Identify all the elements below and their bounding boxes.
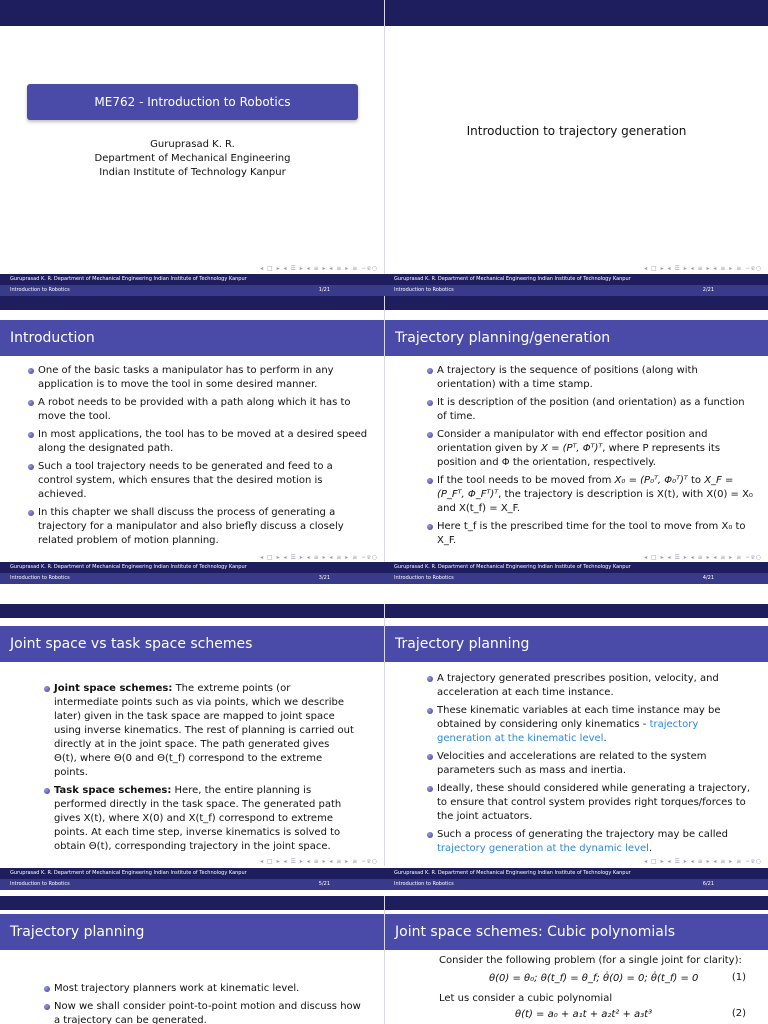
list-item [437,428,755,470]
bullet-list [437,364,755,552]
footer-author: Guruprasad K. R. Department of Mechanical Engineering Indian Institute of Technology Kanpur [384,562,768,573]
navigation-symbols[interactable]: ◂ □ ▸ ◂ ☰ ▸ ◂ ≡ ▸ ◂ ≡ ▸ ≡ ∽ɐ○ [260,858,378,865]
slide-footer [0,274,384,296]
text-segment: The extreme points (or intermediate points such as via points, which we describe later) given in the task space are mapped to joint space using inverse kinematics. The rest of planning is carried out directly at in the joint space. The path generated gives Θ(t), where Θ(0 and Θ(t_f) correspond to the extreme points. [54,683,354,778]
list-item: Velocities and accelerations are related to the system parameters such as mass and inertia. [437,750,755,778]
author-department: Department of Mechanical Engineering [94,153,291,164]
frame-title: Introduction [0,320,384,356]
text-segment: If the tool needs to be moved from [437,475,612,486]
slide-header-bar [0,0,384,26]
intro-text: Consider the following problem (for a single joint for clarity): [439,955,742,966]
bullet-list [54,982,364,1024]
equation-number: (1) [731,972,746,983]
page-number: 3/21 [318,575,330,581]
list-item: In this chapter we shall discuss the process of generating a trajectory for a manipulator and also briefly discuss a closely related problem of motion planning. [38,506,370,548]
frame-title: Joint space vs task space schemes [0,626,384,662]
footer-course-bar [384,879,768,890]
list-item [54,682,354,780]
text-segment: Here, the entire planning is performed directly in the task space. The generated path gives X(t), where X(0) and X(t_f) correspond to extreme points. At each time step, inverse kinematics is solved to obtain Θ(t), corresponding trajectory in the joint space. [54,785,342,852]
frame-title: Joint space schemes: Cubic polynomials [385,914,768,950]
slide-footer [0,868,384,890]
page-number: 4/21 [702,575,714,581]
footer-author: Guruprasad K. R. Department of Mechanical Engineering Indian Institute of Technology Kanpur [0,274,384,285]
footer-course: Introduction to Robotics [394,575,454,581]
footer-course-bar [0,573,384,584]
text-segment: . [648,843,653,854]
slide-4 [384,296,768,562]
list-item: It is description of the position (and orientation) as a function of time. [437,396,755,424]
list-item: One of the basic tasks a manipulator has to perform in any application is to move the tool in some desired manner. [38,364,370,392]
frame-title: Trajectory planning [0,914,384,950]
slide-header-bar [0,296,384,310]
footer-author: Guruprasad K. R. Department of Mechanical Engineering Indian Institute of Technology Kanpur [0,562,384,573]
list-item: Most trajectory planners work at kinematic level. [54,982,364,996]
footer-course: Introduction to Robotics [394,881,454,887]
footer-author: Guruprasad K. R. Department of Mechanical Engineering Indian Institute of Technology Kanpur [384,274,768,285]
slide-footer [384,562,768,584]
author-institute: Indian Institute of Technology Kanpur [99,167,286,178]
slide-3 [0,296,384,562]
slide-footer [0,562,384,584]
slide-header-bar [0,604,384,618]
slide-8 [384,896,768,1024]
equation-number: (2) [731,1008,746,1019]
navigation-symbols[interactable]: ◂ □ ▸ ◂ ☰ ▸ ◂ ≡ ▸ ◂ ≡ ▸ ≡ ∽ɐ○ [260,265,378,272]
footer-course-bar [0,879,384,890]
term-label: Joint space schemes: [54,683,173,694]
slide-7 [0,896,384,1024]
slide-header-bar [0,896,384,910]
highlight-link[interactable]: trajectory generation at the kinematic level [437,719,699,744]
text-segment: , the trajectory is description is X(t), with X(0) = X₀ and X(t_f) = X_F. [437,489,753,514]
footer-author: Guruprasad K. R. Department of Mechanical Engineering Indian Institute of Technology Kanpur [0,868,384,879]
slide-header-bar [385,604,768,618]
bullet-list [437,672,755,860]
slide-6 [384,604,768,866]
equation-1: θ(0) = θ₀; θ(t_f) = θ_f; θ̇(0) = 0; θ̇(t_f) = 0 [489,973,699,984]
list-item: Here t_f is the prescribed time for the tool to move from X₀ to X_F. [437,520,755,548]
text-segment: These kinematic variables at each time instance may be obtained by considering only kinematics - [437,705,721,730]
page-number: 2/21 [702,287,714,293]
slide-2 [384,0,768,282]
list-item: A trajectory is the sequence of positions (along with orientation) with a time stamp. [437,364,755,392]
bullet-list [38,364,370,552]
math-expression: X₀ = (P₀ᵀ, Φ₀ᵀ)ᵀ [614,475,688,486]
list-item: In most applications, the tool has to be moved at a desired speed along the designated path. [38,428,370,456]
equation-2: θ(t) = a₀ + a₁t + a₂t² + a₃t³ [515,1009,653,1020]
footer-course-bar [384,573,768,584]
slide-header-bar [385,296,768,310]
footer-course: Introduction to Robotics [10,287,70,293]
frame-title: Trajectory planning/generation [385,320,768,356]
page-number: 1/21 [318,287,330,293]
text-segment: to [690,475,701,486]
footer-course-bar [0,285,384,296]
footer-course-bar [384,285,768,296]
list-item: Now we shall consider point-to-point motion and discuss how a trajectory can be generated. [54,1000,364,1024]
list-item: Such a tool trajectory needs to be generated and feed to a control system, which ensures that the desired motion is achieved. [38,460,370,502]
math-expression: X = (Pᵀ, Φᵀ)ᵀ [541,443,603,454]
footer-course: Introduction to Robotics [10,881,70,887]
slide-1 [0,0,384,282]
list-item: A trajectory generated prescribes position, velocity, and acceleration at each time instance. [437,672,755,700]
slide-header-bar [385,0,768,26]
text-segment: Consider a manipulator with end effector position and orientation given by [437,429,708,454]
page-number: 5/21 [318,881,330,887]
highlight-link[interactable]: trajectory generation at the dynamic level [437,843,649,854]
text-segment: . [603,733,607,744]
slide-header-bar [385,896,768,910]
text-segment: , where P represents its position and Φ the orientation, respectively. [437,443,721,468]
section-title: Introduction to trajectory generation [466,124,687,138]
author-block [27,138,358,180]
page-number: 6/21 [702,881,714,887]
list-item: A robot needs to be provided with a path along which it has to move the tool. [38,396,370,424]
list-item [437,828,755,856]
list-item [437,704,755,746]
presentation-title: ME762 - Introduction to Robotics [27,84,358,120]
math-expression: X_F = (P_Fᵀ, Φ_Fᵀ)ᵀ [437,475,734,500]
slide-5 [0,604,384,866]
term-label: Task space schemes: [54,785,172,796]
navigation-symbols[interactable]: ◂ □ ▸ ◂ ☰ ▸ ◂ ≡ ▸ ◂ ≡ ▸ ≡ ∽ɐ○ [644,858,762,865]
bullet-list [54,682,354,858]
footer-author: Guruprasad K. R. Department of Mechanical Engineering Indian Institute of Technology Kanpur [384,868,768,879]
navigation-symbols[interactable]: ◂ □ ▸ ◂ ☰ ▸ ◂ ≡ ▸ ◂ ≡ ▸ ≡ ∽ɐ○ [260,554,378,561]
list-item: Ideally, these should considered while generating a trajectory, to ensure that control system provides right torques/forces to the joint actuators. [437,782,755,824]
slide-footer [384,274,768,296]
navigation-symbols[interactable]: ◂ □ ▸ ◂ ☰ ▸ ◂ ≡ ▸ ◂ ≡ ▸ ≡ ∽ɐ○ [644,265,762,272]
list-item [54,784,354,854]
list-item [437,474,755,516]
navigation-symbols[interactable]: ◂ □ ▸ ◂ ☰ ▸ ◂ ≡ ▸ ◂ ≡ ▸ ≡ ∽ɐ○ [644,554,762,561]
frame-title: Trajectory planning [385,626,768,662]
slide-footer [384,868,768,890]
footer-course: Introduction to Robotics [394,287,454,293]
footer-course: Introduction to Robotics [10,575,70,581]
text-segment: Such a process of generating the trajectory may be called [437,829,728,840]
author-name: Guruprasad K. R. [150,139,235,150]
body-text: Let us consider a cubic polynomial [439,993,613,1004]
